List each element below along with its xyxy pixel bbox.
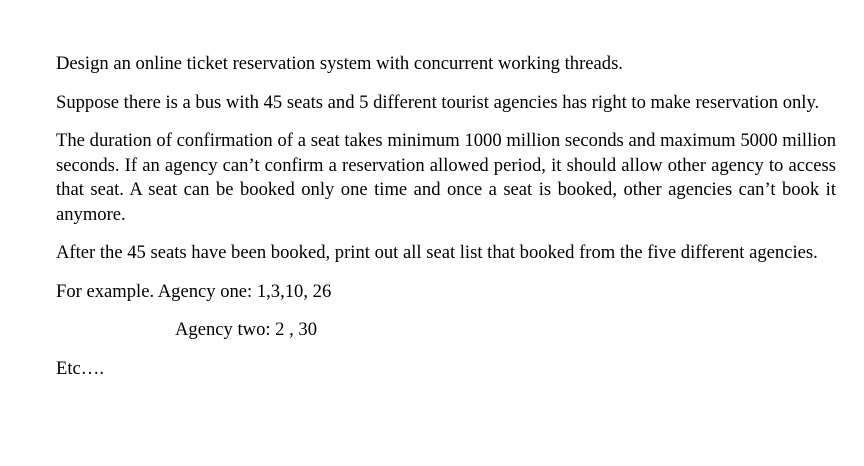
- paragraph-intro: Design an online ticket reservation system with concurrent working threads.: [56, 53, 623, 74]
- paragraph-after: After the 45 seats have been booked, print out all seat list that booked from the five different agencies.: [56, 242, 818, 263]
- paragraph-bus: Suppose there is a bus with 45 seats and 5 different tourist agencies has right to make reservation only.: [56, 91, 820, 113]
- document-body: [56, 52, 836, 381]
- example-agency-two: Agency two: 2 , 30: [175, 319, 318, 340]
- paragraph-duration: The duration of confirmation of a seat takes minimum 1000 million seconds and maximum 5000 million seconds. If an agency can’t confirm a reservation allowed period, it should allow other agency to access that seat. A seat can be booked only one time and once a seat is booked, other agencies can’t book it anymore.: [56, 130, 836, 225]
- etc-text: Etc….: [56, 357, 105, 379]
- example-agency-one: For example. Agency one: 1,3,10, 26: [56, 280, 332, 302]
